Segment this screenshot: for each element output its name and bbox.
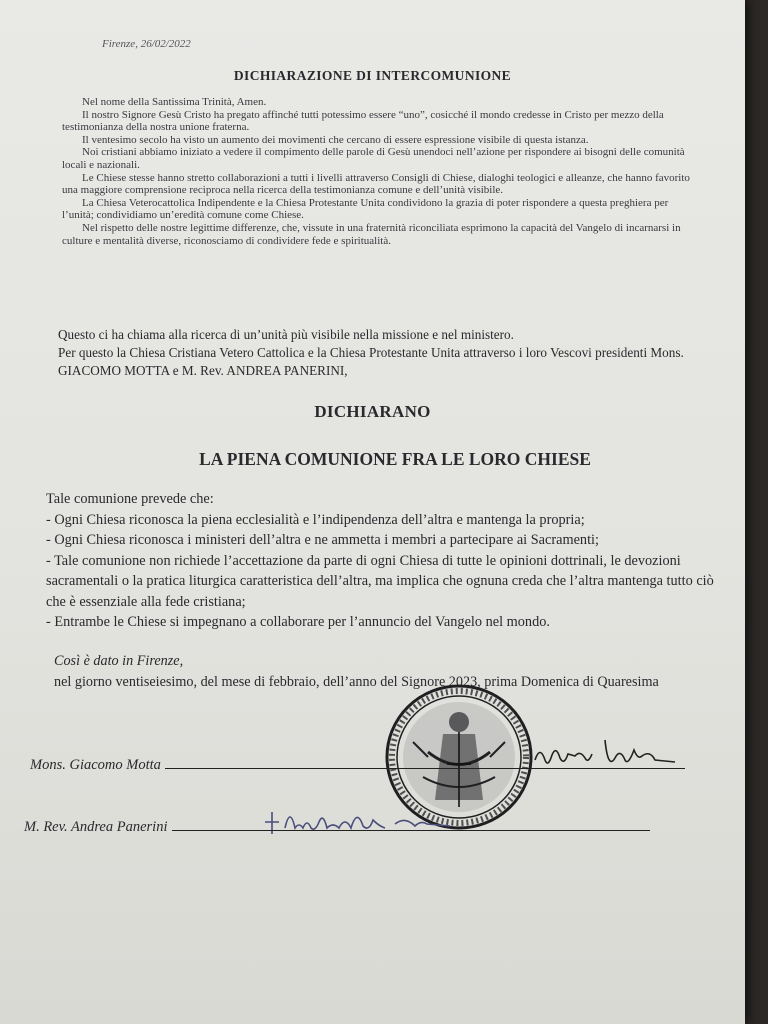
closing-date: nel giorno ventiseiesimo, del mese di febbraio, dell’anno del Signore 2023, prima Domenica di Quaresima — [54, 673, 659, 690]
intro-paragraph: Nel nome della Santissima Trinità, Amen. — [82, 96, 267, 108]
closing-place: Così è dato in Firenze, — [54, 653, 184, 669]
intro-paragraph: Nel rispetto delle nostre legittime differenze, che, vissute in una fraternità riconciliata esprimono la capacità del Vangelo di incarnarsi in culture e mentalità diverse, riconosciamo di condividere fede e spiritualità. — [62, 221, 681, 247]
clause-item: - Ogni Chiesa riconosca la piena ecclesialità e l’indipendenza dell’altra e mantenga la propria; — [46, 511, 585, 528]
intro-section — [62, 96, 702, 247]
intro-paragraph: Noi cristiani abbiamo iniziato a vedere il compimento delle parole di Gesù unendoci nell’azione per rispondere ai bisogni delle comunità locali e nazionali. — [62, 146, 685, 171]
mission-line: Questo ci ha chiama alla ricerca di un’unità più visibile nella missione e nel ministero. — [58, 327, 514, 342]
signature-line-panerini — [24, 818, 650, 836]
document-date: Firenze, 26/02/2022 — [102, 38, 191, 50]
declare-heading: DICHIARANO — [314, 402, 431, 421]
signature-rule — [165, 756, 685, 769]
bishops-section — [58, 326, 738, 380]
clause-item: - Entrambe le Chiese si impegnano a collaborare per l’annuncio del Vangelo nel mondo. — [46, 614, 550, 630]
intro-paragraph: La Chiesa Veterocattolica Indipendente e la Chiesa Protestante Unita condividono la grazia di poter rispondere a questa preghiera per l’unità; condividiamo un’eredità comune come Chiese. — [62, 196, 669, 222]
signature-rule — [172, 818, 650, 831]
bishops-line: Per questo la Chiesa Cristiana Vetero Cattolica e la Chiesa Protestante Unita attraverso i loro Vescovi presidenti Mons. GIACOMO MOTTA e M. Rev. ANDREA PANERINI, — [58, 345, 684, 378]
intro-paragraph: Il nostro Signore Gesù Cristo ha pregato affinché tutti potessimo essere “uno”, cosicché il mondo credesse in Cristo per mezzo della testimonianza della nostra unione fraterna. — [62, 108, 664, 134]
clause-item: - Ogni Chiesa riconosca i ministeri dell’altra e ne ammetta i membri a partecipare ai Sacramenti; — [46, 532, 599, 548]
signature-line-motta — [30, 756, 685, 774]
document-title: DICHIARAZIONE DI INTERCOMUNIONE — [233, 68, 512, 83]
intro-paragraph: Il ventesimo secolo ha visto un aumento dei movimenti che cercano di essere espressione visibile di questa istanza. — [82, 133, 589, 146]
communion-heading: LA PIENA COMUNIONE FRA LE LORO CHIESE — [199, 449, 591, 469]
signatory-name: Mons. Giacomo Motta — [30, 757, 161, 773]
clauses-list — [46, 489, 736, 633]
clause-item: Tale comunione prevede che: — [46, 491, 214, 507]
signatory-name: M. Rev. Andrea Panerini — [24, 819, 168, 835]
intro-paragraph: Le Chiese stesse hanno stretto collaborazioni a tutti i livelli attraverso Consigli di Chiese, dialoghi teologici e alleanze, che hanno favorito una maggiore comprensione reciproca nella ricerca della testimonianza comune e dell’unità visibile. — [62, 171, 690, 197]
clause-item: - Tale comunione non richiede l’accettazione da parte di ogni Chiesa di tutte le opinioni dottrinali, le devozioni sacramentali o la pratica liturgica caratteristica dell’altra, ma implica che ognuna creda che l’altra mantenga tutto ciò che è essenziale alla fede cristiana; — [46, 552, 714, 610]
